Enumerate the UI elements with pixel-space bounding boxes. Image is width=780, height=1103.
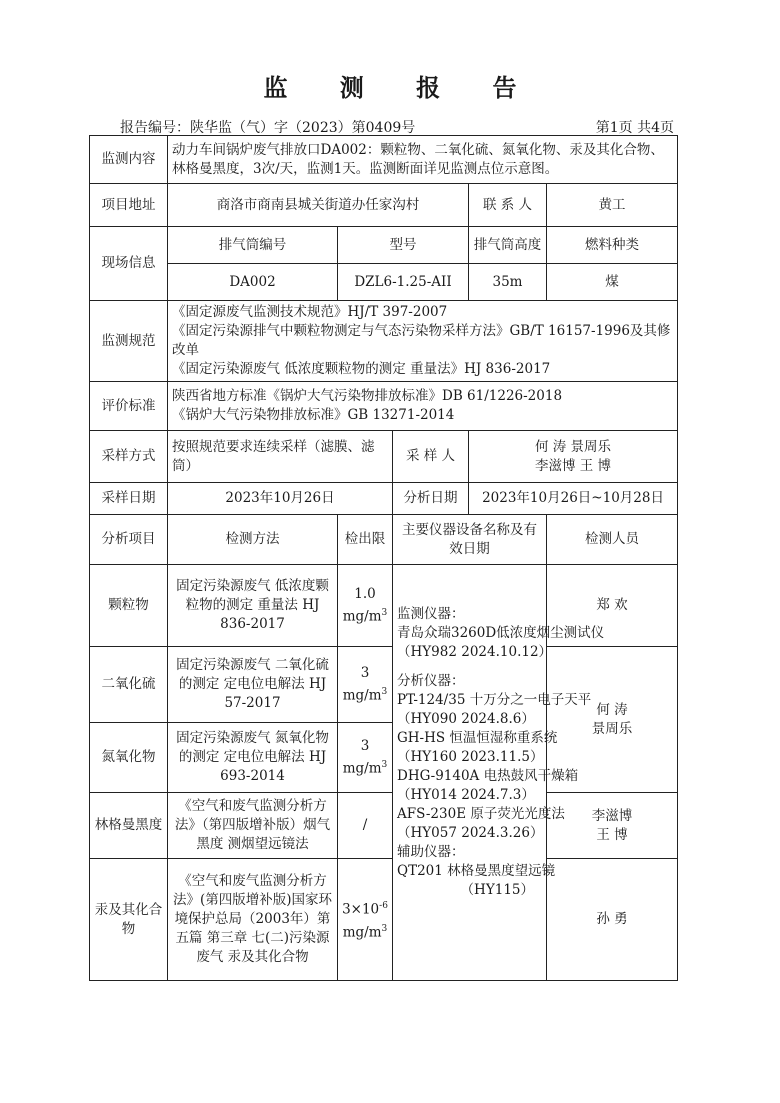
address-label: 项目地址 [90,184,168,227]
dates-row [90,483,678,515]
limit-value: 1.0 [354,585,376,602]
spec-line: 《固定污染源废气 低浓度颗粒物的测定 重量法》HJ 836-2017 [172,361,551,377]
sampler-line: 何 涛 景周乐 [534,438,612,455]
content-label: 监测内容 [90,136,168,184]
limit-value: 3 [360,737,370,754]
limit-unit: $mg/m^3$ [342,759,388,777]
row-item: 颗粒物 [90,565,168,647]
page-info: 第1页 共4页 [595,120,674,136]
aux-name: QT201 林格曼黑度望远镜 [397,863,556,879]
limit-unit: $mg/m^3$ [342,686,388,704]
row-item: 二氧化硫 [90,647,168,723]
instr-name: PT-124/35 十万分之一电子天平 [397,692,592,708]
standard-line: 《锅炉大气污染物排放标准》GB 13271-2014 [172,407,455,423]
site-value-stack-no: DA002 [168,264,338,301]
instr-id: （HY014 2024.7.3） [397,787,535,803]
report-number: 报告编号：陕华监（气）字（2023）第0409号 [120,120,416,136]
analysis-row-particulate [90,565,678,647]
standards-list [168,382,678,431]
instr-name: GH-HS 恒温恒湿称重系统 [397,730,558,746]
row-method: 固定污染源废气 氮氧化物的测定 定电位电解法 HJ 693-2014 [168,723,338,793]
monitor-label: 监测仪器： [397,606,465,622]
content-row [90,136,678,184]
analysis-header-row [90,515,678,565]
instr-id: （HY160 2023.11.5） [397,749,544,765]
instr-name: DHG-9140A 电热鼓风干燥箱 [397,768,579,784]
site-value-height: 35m [469,264,547,301]
spec-line: 《固定污染源排气中颗粒物测定与气态污染物采样方法》GB/T 16157-1996及其修改单 [172,323,671,358]
site-value-row [90,264,678,301]
site-header-fuel: 燃料种类 [547,227,678,264]
sampler-line: 李滋博 王 博 [534,457,612,474]
staff-name: 何 涛 [596,701,628,718]
row-limit [338,647,393,723]
site-header-height: 排气筒高度 [469,227,547,264]
header-method: 检测方法 [168,515,338,565]
sampler-label: 采 样 人 [393,431,469,483]
row-limit [338,859,393,981]
row-item: 汞及其化合物 [90,859,168,981]
staff-name: 王 博 [596,826,628,843]
row-item: 林格曼黑度 [90,793,168,859]
sampler-names [469,431,678,483]
site-value-model: DZL6-1.25-AII [338,264,469,301]
contact-label: 联 系 人 [469,184,547,227]
limit-unit: $mg/m^3$ [342,607,388,625]
row-method: 固定污染源废气 低浓度颗粒物的测定 重量法 HJ 836-2017 [168,565,338,647]
standards-row [90,382,678,431]
row-method: 固定污染源废气 二氧化硫的测定 定电位电解法 HJ 57-2017 [168,647,338,723]
header-instruments: 主要仪器设备名称及有效日期 [393,515,547,565]
header-item: 分析项目 [90,515,168,565]
sampling-row [90,431,678,483]
header-limit: 检出限 [338,515,393,565]
row-method: 《空气和废气监测分析方法》(第四版增补版)国家环境保护总局（2003年）第五篇 第三章 七(二)污染源废气 汞及其化合物 [168,859,338,981]
staff-cell: 孙 勇 [547,859,678,981]
instr-id: （HY090 2024.8.6） [397,711,535,727]
specs-list [168,301,678,382]
sample-date-label: 采样日期 [90,483,168,515]
staff-cell: 郑 欢 [547,565,678,647]
analysis-date-value: 2023年10月26日~10月28日 [469,483,678,515]
instrument-list [393,565,605,981]
row-item: 氮氧化物 [90,723,168,793]
analysis-row-so2 [90,647,678,723]
monitor-id: （HY982 2024.10.12） [397,644,553,660]
sampling-method: 按照规范要求连续采样（滤膜、滤筒） [168,431,393,483]
staff-name: 景周乐 [591,720,633,737]
content-text: 动力车间锅炉废气排放口DA002：颗粒物、二氧化硫、氮氧化物、汞及其化合物、林格曼黑度，3次/天，监测1天。监测断面详见监测点位示意图。 [168,136,678,184]
sampling-label: 采样方式 [90,431,168,483]
staff-cell [547,793,678,859]
row-limit [338,723,393,793]
address-value: 商洛市商南县城关街道办任家沟村 [168,184,469,227]
standards-label: 评价标准 [90,382,168,431]
limit-value: 3 [360,664,370,681]
analysis-row-ringelmann [90,793,678,859]
standard-line: 陕西省地方标准《锅炉大气污染物排放标准》DB 61/1226-2018 [172,388,563,404]
limit-unit: $mg/m^3$ [342,923,388,940]
site-header-stack-no: 排气筒编号 [168,227,338,264]
limit-value: $3\times 10^{-6}$ [342,901,388,918]
sample-date-value: 2023年10月26日 [168,483,393,515]
specs-label: 监测规范 [90,301,168,382]
specs-row [90,301,678,382]
aux-id: （HY115） [460,882,534,898]
site-value-fuel: 煤 [547,264,678,301]
header-staff: 检测人员 [547,515,678,565]
site-header-model: 型号 [338,227,469,264]
staff-name: 李滋博 [591,807,633,824]
instr-id: （HY057 2024.3.26） [397,825,544,841]
report-title: 监 测 报 告 [263,74,539,102]
site-label: 现场信息 [90,227,168,301]
aux-label: 辅助仪器： [397,844,465,860]
monitor-name: 青岛众瑞3260D低浓度烟尘测试仪 [397,625,605,641]
analysis-date-label: 分析日期 [393,483,469,515]
spec-line: 《固定源废气监测技术规范》HJ/T 397-2007 [172,304,448,320]
instr-name: AFS-230E 原子荧光光度法 [397,806,565,822]
row-limit [338,565,393,647]
row-method: 《空气和废气监测分析方法》（第四版增补版）烟气黑度 测烟望远镜法 [168,793,338,859]
report-table [89,135,678,981]
contact-value: 黄工 [547,184,678,227]
row-limit: / [338,793,393,859]
analysis-instr-label: 分析仪器： [397,673,465,689]
analysis-row-mercury [90,859,678,981]
site-header-row [90,227,678,264]
address-row [90,184,678,227]
